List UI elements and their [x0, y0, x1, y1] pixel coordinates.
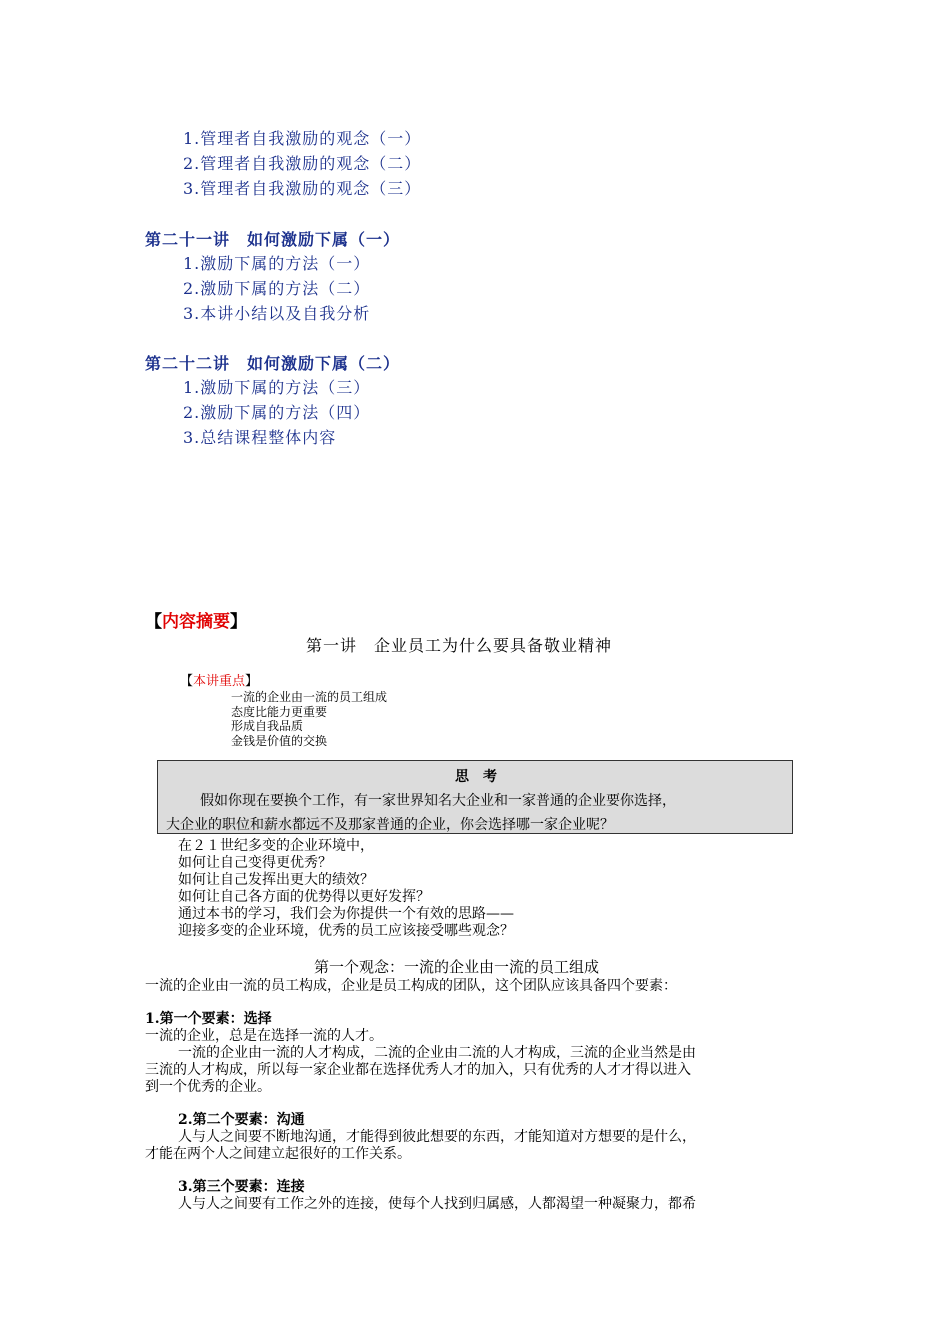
think-box [157, 760, 793, 834]
question-line: 通过本书的学习，我们会为你提供一个有效的思路—— [178, 906, 514, 922]
keypoints-label-text: 本讲重点 [193, 674, 246, 689]
question-line: 如何让自己发挥出更大的绩效？ [178, 872, 374, 888]
lecture-title: 第一讲 企业员工为什么要具备敬业精神 [306, 636, 613, 655]
keypoint-item: 态度比能力更重要 [231, 705, 328, 719]
toc-item: 1.管理者自我激励的观念（一） [183, 129, 422, 148]
bracket: 【 [180, 674, 194, 689]
toc-item: 2.管理者自我激励的观念（二） [183, 154, 422, 173]
keypoint-item: 金钱是价值的交换 [231, 734, 328, 748]
concept-intro: 一流的企业由一流的员工构成，企业是员工构成的团队，这个团队应该具备四个要素： [145, 978, 677, 994]
toc-lecture-heading: 第二十一讲 如何激励下属（一） [145, 230, 401, 249]
toc-item: 2.激励下属的方法（四） [183, 403, 371, 422]
think-line: 假如你现在要换个工作，有一家世界知名大企业和一家普通的企业要你选择， [200, 793, 676, 809]
toc-item: 1.激励下属的方法（三） [183, 378, 371, 397]
element-heading: 1.第一个要素：选择 [145, 1011, 272, 1027]
body-line: 一流的企业，总是在选择一流的人才。 [145, 1028, 383, 1044]
question-line: 如何让自己变得更优秀？ [178, 855, 332, 871]
body-line: 才能在两个人之间建立起很好的工作关系。 [145, 1146, 411, 1162]
keypoints-label [180, 670, 258, 689]
bracket: 】 [230, 612, 247, 632]
bracket: 】 [245, 674, 259, 689]
keypoint-item: 一流的企业由一流的员工组成 [231, 690, 388, 704]
keypoint-item: 形成自我品质 [231, 719, 304, 733]
toc-lecture-heading: 第二十二讲 如何激励下属（二） [145, 354, 401, 373]
body-line: 一流的企业由一流的人才构成，二流的企业由二流的人才构成，三流的企业当然是由 [178, 1045, 696, 1061]
toc-item: 1.激励下属的方法（一） [183, 254, 371, 273]
body-line: 人与人之间要有工作之外的连接，使每个人找到归属感，人都渴望一种凝聚力，都希 [178, 1196, 696, 1212]
toc-item: 3.总结课程整体内容 [183, 428, 337, 447]
question-line: 迎接多变的企业环境，优秀的员工应该接受哪些观念？ [178, 923, 514, 939]
summary-heading [145, 607, 247, 632]
concept-title: 第一个观念：一流的企业由一流的员工组成 [314, 958, 600, 976]
question-line: 如何让自己各方面的优势得以更好发挥？ [178, 889, 430, 905]
toc-item: 3.本讲小结以及自我分析 [183, 304, 371, 323]
body-line: 到一个优秀的企业。 [145, 1079, 271, 1095]
bracket: 【 [145, 612, 162, 632]
summary-label: 内容摘要 [162, 612, 230, 632]
element-heading: 3.第三个要素：连接 [178, 1179, 305, 1195]
toc-item: 3.管理者自我激励的观念（三） [183, 179, 422, 198]
question-line: 在２１世纪多变的企业环境中， [178, 838, 374, 854]
toc-item: 2.激励下属的方法（二） [183, 279, 371, 298]
think-title: 思考 [455, 769, 511, 785]
think-line: 大企业的职位和薪水都远不及那家普通的企业，你会选择哪一家企业呢？ [166, 817, 614, 833]
body-line: 人与人之间要不断地沟通，才能得到彼此想要的东西，才能知道对方想要的是什么， [178, 1129, 696, 1145]
body-line: 三流的人才构成，所以每一家企业都在选择优秀人才的加入，只有优秀的人才才得以进入 [145, 1062, 691, 1078]
element-heading: 2.第二个要素：沟通 [178, 1112, 305, 1128]
